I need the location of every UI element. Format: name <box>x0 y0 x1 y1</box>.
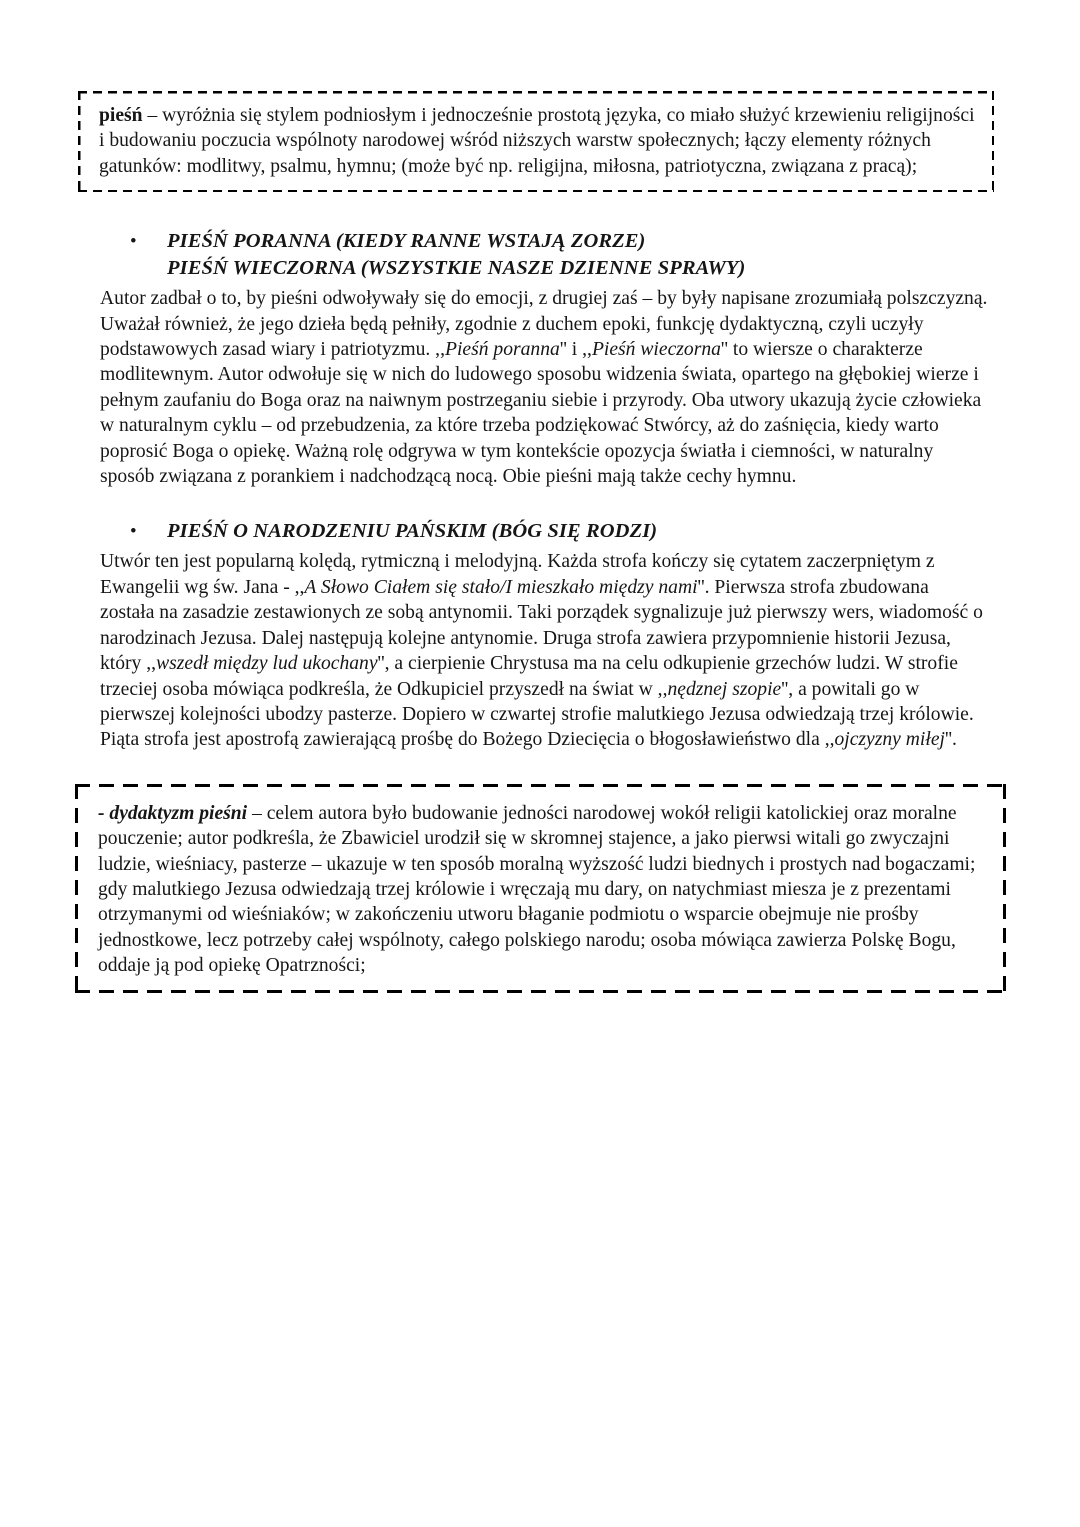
heading-line-piesn-o-narodzeniu: PIEŚŃ O NARODZENIU PAŃSKIM (BÓG SIĘ RODZI) <box>167 520 658 543</box>
section-piesn-o-narodzeniu-panskim <box>0 518 1080 752</box>
heading-lines <box>167 518 1080 545</box>
text-run: - dydaktyzm pieśni <box>98 802 248 824</box>
text-run: Pieśń wieczorna <box>591 339 721 361</box>
text-run: ''. Pierwsza strofa zbudowana została na zasadzie zestawionych ze sobą antynomii. Taki porządek sygnalizuje już pierwszy wers, wiadomość o narodzinach Jezusa. Dalej następują kolejne antynomie. Druga strofa zawiera przypomnienie historii Jezusa, który ,, <box>100 576 983 675</box>
section-heading-row <box>100 518 1080 545</box>
section-heading-row <box>100 228 1080 282</box>
section-paragraph <box>100 286 988 489</box>
heading-lines <box>167 228 1080 282</box>
text-run: '' to wiersze o charakterze modlitewnym. Autor odwołuje się w nich do ludowego sposobu widzenia świata, opartego na głębokiej wierze i pełnym zaufaniu do Boga oraz na naiwnym postrzeganiu siebie i przyrody. Oba utwory ukazują życie człowieka w naturalnym cyklu – od przebudzenia, za które trzeba podziękować Stwórcy, aż do zaśnięcia, kiedy warto poprosić Boga o opiekę. Ważną rolę odgrywa w tym kontekście opozycja światła i ciemności, w naturalny sposób związana z porankiem i nadchodzącą nocą. Obie pieśni mają także cechy hymnu. <box>100 339 982 488</box>
text-run: '' i ,, <box>559 339 592 361</box>
text-run: ''. <box>944 729 957 751</box>
text-run: Pieśń poranna <box>444 339 560 361</box>
text-run: nędznej szopie <box>667 678 782 700</box>
text-run: – celem autora było budowanie jedności narodowej wokół religii katolickiej oraz moralne pouczenie; autor podkreśla, że Zbawiciel urodził się w skromnej stajence, a jako pierwsi witali go zwyczajni ludzie, wieśniacy, pasterze – ukazuje w ten sposób moralną wyższość ludzi biednych i prostych nad bogaczami; gdy malutkiego Jezusa odwiedzają trzej królowie i wręczają mu dary, on natychmiast miesza je z prezentami otrzymanymi od wieśniaków; w zakończeniu utworu błaganie podmiotu o wsparcie obejmuje nie prośby jednostkowe, lecz potrzeby całej wspólnoty, całego polskiego narodu; osoba mówiąca zawierza Polskę Bogu, oddaje ją pod opiekę Opatrzności; <box>98 802 976 977</box>
section-piesn-poranna-wieczorna <box>0 228 1080 489</box>
heading-line-piesn-poranna: PIEŚŃ PORANNA (KIEDY RANNE WSTAJĄ ZORZE) <box>167 230 646 253</box>
analysis-box <box>75 784 1006 993</box>
text-run: '', a powitali go w pierwszej kolejności ubodzy pasterze. Dopiero w czwartej strofie malutkiego Jezusa odwiedzają trzej królowie. Piąta strofa jest apostrofą zawierającą prośbę do Bożego Dziecięcia o błogosławieństwo dla ,, <box>100 678 974 751</box>
text-run: pieśń <box>99 105 143 126</box>
analysis-text <box>98 801 988 979</box>
definition-box <box>78 91 994 192</box>
text-run: – wyróżnia się stylem podniosłym i jednocześnie prostotą języka, co miało służyć krzewieniu religijności i budowaniu poczucia wspólnoty narodowej wśród niższych warstw społecznych; łączy elementy różnych gatunków: modlitwy, psalmu, hymnu; (może być np. religijna, miłosna, patriotyczna, związana z pracą); <box>99 105 975 177</box>
definition-text <box>99 103 978 179</box>
text-run: Autor zadbał o to, by pieśni odwoływały się do emocji, z drugiej zaś – by były napisane zrozumiałą polszczyzną. Uważał również, że jego dzieła będą pełniły, zgodnie z duchem epoki, funkcję dydaktyczną, czyli uczyły podstawowych zasad wiary i patriotyzmu. ,, <box>100 288 988 361</box>
text-run: Utwór ten jest popularną kolędą, rytmiczną i melodyjną. Każda strofa kończy się cytatem zaczerpniętym z Ewangelii wg św. Jana - ,, <box>100 551 935 598</box>
heading-line-piesn-wieczorna: PIEŚŃ WIECZORNA (WSZYSTKIE NASZE DZIENNE SPRAWY) <box>167 257 746 280</box>
section-paragraph <box>100 549 988 752</box>
text-run: wszedł między lud ukochany <box>156 653 378 675</box>
bullet-icon: • <box>130 521 137 543</box>
text-run: ojczyzny miłej <box>834 729 945 751</box>
text-run: A Słowo Ciałem się stało/I mieszkało między nami <box>304 576 698 598</box>
text-run: '', a cierpienie Chrystusa ma na celu odkupienie grzechów ludzi. W strofie trzeciej osoba mówiąca podkreśla, że Odkupiciel przyszedł na świat w ,, <box>100 653 958 700</box>
bullet-icon: • <box>130 231 137 253</box>
